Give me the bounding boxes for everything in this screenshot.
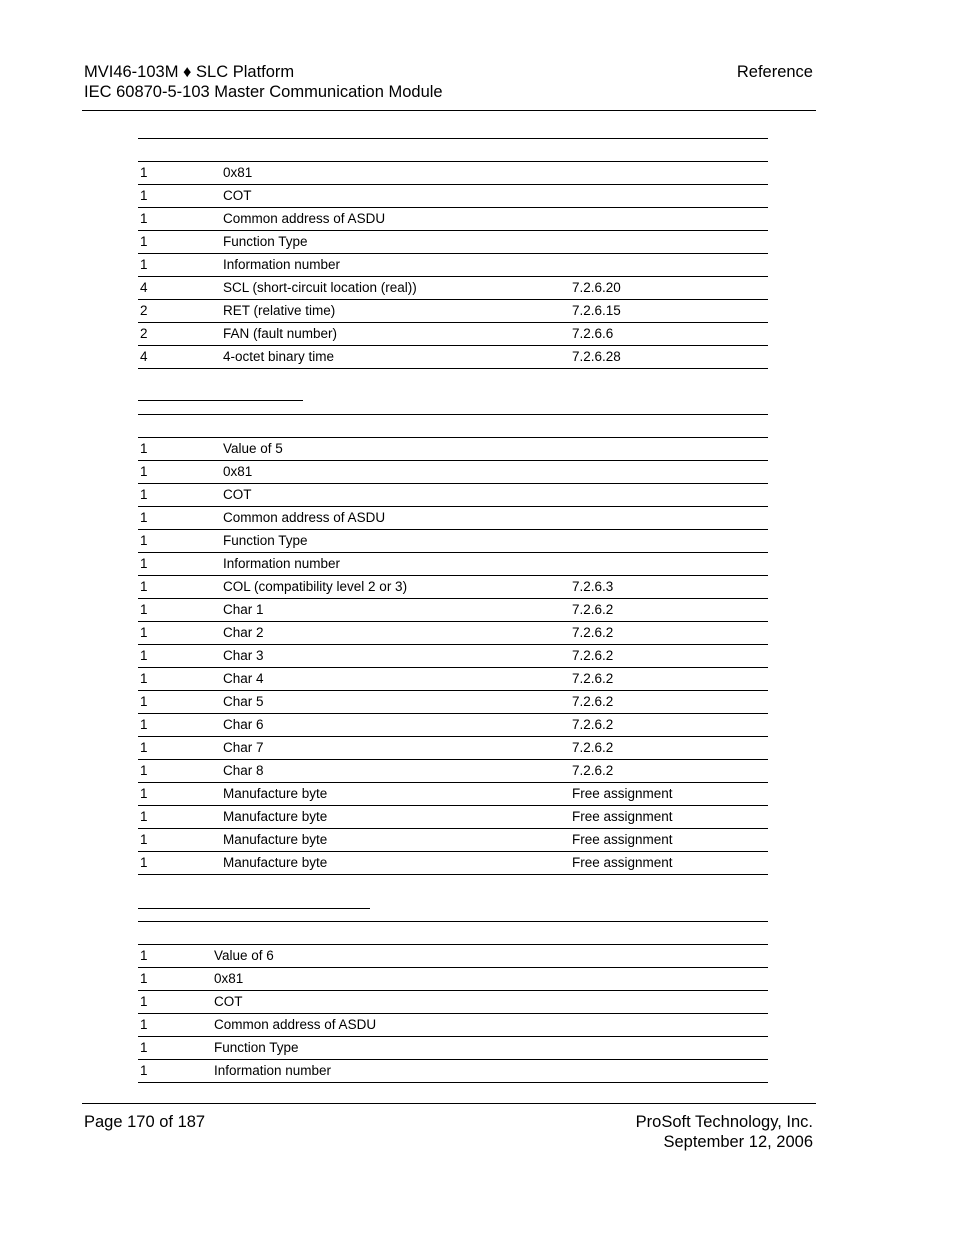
table-row — [138, 345, 768, 369]
field-description-cell: Value of 6 — [214, 948, 274, 963]
field-description-cell: COT — [223, 487, 252, 502]
octet-count-cell: 1 — [140, 257, 148, 272]
table-header-row — [138, 138, 768, 161]
field-description-cell: Function Type — [223, 533, 308, 548]
asdu-table-1 — [138, 138, 768, 369]
octet-count-cell: 1 — [140, 234, 148, 249]
octet-count-cell: 1 — [140, 165, 148, 180]
octet-count-cell: 1 — [140, 602, 148, 617]
document-header — [84, 62, 443, 102]
octet-count-cell: 1 — [140, 994, 148, 1009]
table-row — [138, 598, 768, 621]
field-description-cell: Value of 5 — [223, 441, 283, 456]
table-row — [138, 944, 768, 967]
octet-count-cell: 1 — [140, 694, 148, 709]
table-row — [138, 552, 768, 575]
reference-cell: Free assignment — [572, 786, 673, 801]
field-description-cell: Information number — [223, 257, 341, 272]
footer-page-number: Page 170 of 187 — [84, 1113, 206, 1131]
field-description-cell: Char 1 — [223, 602, 264, 617]
octet-count-cell: 1 — [140, 579, 148, 594]
table-row — [138, 529, 768, 552]
reference-cell: Free assignment — [572, 832, 673, 847]
reference-cell: 7.2.6.28 — [572, 349, 621, 364]
field-description-cell: Function Type — [214, 1040, 299, 1055]
header-section-label: Reference — [736, 63, 813, 81]
octet-count-cell: 1 — [140, 832, 148, 847]
octet-count-cell: 1 — [140, 948, 148, 963]
footer-info — [636, 1112, 813, 1152]
field-description-cell: Common address of ASDU — [223, 510, 386, 525]
table-row — [138, 713, 768, 736]
table-header-row — [138, 921, 768, 944]
octet-count-cell: 1 — [140, 188, 148, 203]
field-description-cell: Char 4 — [223, 671, 264, 686]
field-description-cell: Common address of ASDU — [214, 1017, 377, 1032]
reference-cell: 7.2.6.20 — [572, 280, 621, 295]
table-row — [138, 161, 768, 184]
octet-count-cell: 2 — [140, 303, 148, 318]
table-row — [138, 690, 768, 713]
octet-count-cell: 1 — [140, 533, 148, 548]
table-row — [138, 644, 768, 667]
table-row — [138, 230, 768, 253]
octet-count-cell: 1 — [140, 556, 148, 571]
field-description-cell: Char 3 — [223, 648, 264, 663]
octet-count-cell: 1 — [140, 487, 148, 502]
footer-divider — [82, 1103, 816, 1104]
field-description-cell: Manufacture byte — [223, 786, 328, 801]
octet-count-cell: 1 — [140, 510, 148, 525]
reference-cell: 7.2.6.2 — [572, 694, 614, 709]
octet-count-cell: 4 — [140, 280, 148, 295]
field-description-cell: 4-octet binary time — [223, 349, 335, 364]
table-row — [138, 575, 768, 598]
octet-count-cell: 1 — [140, 671, 148, 686]
table-header-row — [138, 414, 768, 437]
table-row — [138, 828, 768, 851]
field-description-cell: Char 5 — [223, 694, 264, 709]
octet-count-cell: 1 — [140, 763, 148, 778]
header-product-title: MVI46-103M ♦ SLC Platform — [84, 63, 295, 81]
table-row — [138, 736, 768, 759]
asdu-table-2 — [138, 414, 768, 875]
reference-cell: 7.2.6.2 — [572, 671, 614, 686]
table-row — [138, 1036, 768, 1059]
field-description-cell: Manufacture byte — [223, 809, 328, 824]
reference-cell: 7.2.6.2 — [572, 740, 614, 755]
table-row — [138, 299, 768, 322]
table-row — [138, 253, 768, 276]
table-row — [138, 276, 768, 299]
reference-cell: 7.2.6.2 — [572, 717, 614, 732]
octet-count-cell: 4 — [140, 349, 148, 364]
section-heading-underline — [138, 400, 303, 401]
reference-cell: 7.2.6.15 — [572, 303, 621, 318]
table-row — [138, 851, 768, 875]
reference-cell: 7.2.6.3 — [572, 579, 614, 594]
table-row — [138, 483, 768, 506]
field-description-cell: Char 6 — [223, 717, 264, 732]
table-row — [138, 207, 768, 230]
field-description-cell: SCL (short-circuit location (real)) — [223, 280, 417, 295]
reference-cell: 7.2.6.2 — [572, 602, 614, 617]
octet-count-cell: 1 — [140, 717, 148, 732]
octet-count-cell: 1 — [140, 855, 148, 870]
table-row — [138, 437, 768, 460]
field-description-cell: Char 7 — [223, 740, 264, 755]
octet-count-cell: 1 — [140, 648, 148, 663]
field-description-cell: 0x81 — [223, 464, 253, 479]
table-row — [138, 967, 768, 990]
octet-count-cell: 1 — [140, 971, 148, 986]
octet-count-cell: 1 — [140, 809, 148, 824]
field-description-cell: Char 8 — [223, 763, 264, 778]
table-row — [138, 1059, 768, 1083]
octet-count-cell: 1 — [140, 740, 148, 755]
footer-company: ProSoft Technology, Inc. — [635, 1113, 813, 1131]
table-row — [138, 460, 768, 483]
header-divider — [82, 110, 816, 111]
field-description-cell: COT — [214, 994, 243, 1009]
octet-count-cell: 1 — [140, 464, 148, 479]
octet-count-cell: 2 — [140, 326, 148, 341]
table-row — [138, 184, 768, 207]
table-row — [138, 322, 768, 345]
reference-cell: Free assignment — [572, 855, 673, 870]
table-row — [138, 990, 768, 1013]
field-description-cell: 0x81 — [223, 165, 253, 180]
field-description-cell: Common address of ASDU — [223, 211, 386, 226]
field-description-cell: Manufacture byte — [223, 855, 328, 870]
field-description-cell: FAN (fault number) — [223, 326, 338, 341]
header-module-title: IEC 60870-5-103 Master Communication Module — [84, 83, 443, 101]
octet-count-cell: 1 — [140, 625, 148, 640]
table-row — [138, 506, 768, 529]
table-row — [138, 759, 768, 782]
octet-count-cell: 1 — [140, 786, 148, 801]
footer-date: September 12, 2006 — [663, 1133, 813, 1151]
table-row — [138, 782, 768, 805]
field-description-cell: 0x81 — [214, 971, 244, 986]
reference-cell: 7.2.6.2 — [572, 763, 614, 778]
field-description-cell: COL (compatibility level 2 or 3) — [223, 579, 408, 594]
asdu-table-3 — [138, 921, 768, 1083]
field-description-cell: Information number — [214, 1063, 332, 1078]
octet-count-cell: 1 — [140, 1063, 148, 1078]
table-row — [138, 667, 768, 690]
reference-cell: 7.2.6.2 — [572, 648, 614, 663]
table-row — [138, 1013, 768, 1036]
field-description-cell: Function Type — [223, 234, 308, 249]
field-description-cell: Manufacture byte — [223, 832, 328, 847]
table-row — [138, 621, 768, 644]
octet-count-cell: 1 — [140, 1017, 148, 1032]
octet-count-cell: 1 — [140, 211, 148, 226]
reference-cell: 7.2.6.2 — [572, 625, 614, 640]
field-description-cell: COT — [223, 188, 252, 203]
field-description-cell: Char 2 — [223, 625, 264, 640]
field-description-cell: RET (relative time) — [223, 303, 336, 318]
reference-cell: 7.2.6.6 — [572, 326, 614, 341]
octet-count-cell: 1 — [140, 1040, 148, 1055]
octet-count-cell: 1 — [140, 441, 148, 456]
field-description-cell: Information number — [223, 556, 341, 571]
table-row — [138, 805, 768, 828]
section-heading-underline — [138, 908, 370, 909]
reference-cell: Free assignment — [572, 809, 673, 824]
